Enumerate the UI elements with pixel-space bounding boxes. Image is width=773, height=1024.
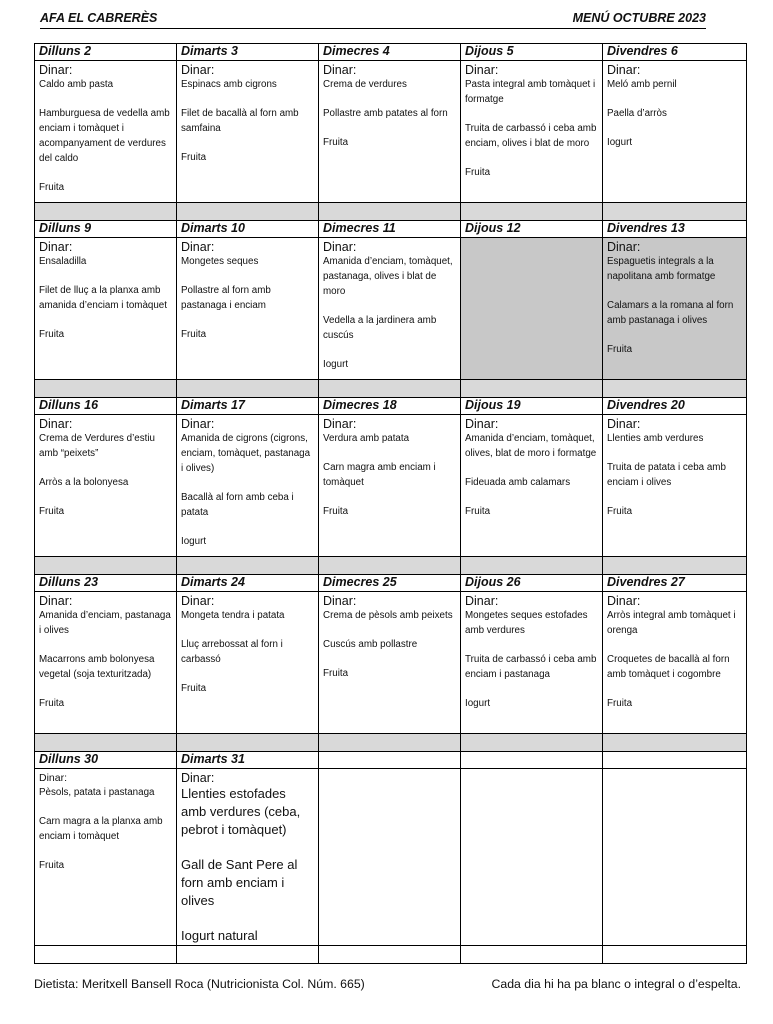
day-menu-cell <box>177 769 319 946</box>
dish-item: Fruita <box>181 683 207 694</box>
meal-label: Dinar: <box>181 771 215 785</box>
day-menu-cell <box>35 238 177 380</box>
day-title: Dilluns 2 <box>35 44 177 61</box>
dish-item: Pèsols, patata i pastanaga <box>39 787 155 798</box>
day-menu-cell <box>603 769 747 946</box>
dish-item: Arròs a la bolonyesa <box>39 477 129 488</box>
separator-cell <box>461 946 603 964</box>
separator-cell <box>35 203 177 221</box>
dish-item: Caldo amb pasta <box>39 79 114 90</box>
dish-item: Crema de Verdures d’estiu amb “peixets” <box>39 433 155 459</box>
day-title: Dimecres 4 <box>319 44 461 61</box>
dish-item: Fruita <box>39 698 65 709</box>
dish-item: Mongetes seques <box>181 256 259 267</box>
day-title: Dijous 19 <box>461 398 603 415</box>
dish-item: Llenties amb verdures <box>607 433 704 444</box>
dish-item: Espinacs amb cigrons <box>181 79 277 90</box>
dish-item: Iogurt <box>607 137 633 148</box>
day-menu-cell <box>461 415 603 557</box>
meal-label: Dinar: <box>607 63 641 77</box>
day-title: Divendres 13 <box>603 221 747 238</box>
dish-item: Fruita <box>39 182 65 193</box>
day-title: Dijous 5 <box>461 44 603 61</box>
menu-row <box>35 238 747 380</box>
day-title: Divendres 27 <box>603 575 747 592</box>
menu-row <box>35 61 747 203</box>
meal-label: Dinar: <box>39 594 73 608</box>
day-title: Dijous 26 <box>461 575 603 592</box>
dish-item: Croquetes de bacallà al forn amb tomàquet i cogombre <box>607 654 730 680</box>
meal-label: Dinar: <box>465 63 499 77</box>
meal-label: Dinar: <box>181 417 215 431</box>
separator-cell <box>319 734 461 752</box>
dish-item: Crema de verdures <box>323 79 407 90</box>
dish-item: Bacallà al forn amb ceba i patata <box>181 492 294 518</box>
dish-item: Fruita <box>607 698 633 709</box>
dish-item: Iogurt <box>323 359 349 370</box>
day-title <box>319 752 461 769</box>
dish-item: Espaguetis integrals a la napolitana amb formatge <box>607 256 716 282</box>
separator-cell <box>461 380 603 398</box>
dish-item: Fruita <box>181 152 207 163</box>
dish-item: Carn magra amb enciam i tomàquet <box>323 462 436 488</box>
day-title: Dimarts 31 <box>177 752 319 769</box>
dish-item: Crema de pèsols amb peixets <box>323 610 453 621</box>
day-menu-cell <box>461 592 603 734</box>
dish-item: Fruita <box>323 668 349 679</box>
week-separator <box>35 557 747 575</box>
day-title: Dijous 12 <box>461 221 603 238</box>
dish-item: Mongetes seques estofades amb verdures <box>465 610 588 636</box>
day-title: Divendres 6 <box>603 44 747 61</box>
separator-cell <box>177 557 319 575</box>
day-menu-cell <box>319 769 461 946</box>
separator-cell <box>603 557 747 575</box>
meal-label: Dinar: <box>39 417 73 431</box>
week-separator <box>35 734 747 752</box>
separator-cell <box>177 946 319 964</box>
dish-item: Fruita <box>465 506 491 517</box>
dish-item: Iogurt <box>465 698 491 709</box>
separator-cell <box>177 734 319 752</box>
association-name: AFA EL CABRERÈS <box>40 11 158 25</box>
dish-item: Amanida d’enciam, tomàquet, olives, blat de moro i formatge <box>465 433 597 459</box>
dish-item: Carn magra a la planxa amb enciam i tomàquet <box>39 816 163 842</box>
dish-item: Iogurt natural <box>181 928 258 943</box>
meal-label: Dinar: <box>323 240 357 254</box>
dish-item: Verdura amb patata <box>323 433 410 444</box>
dish-item: Fruita <box>323 506 349 517</box>
dish-item: Pollastre amb patates al forn <box>323 108 448 119</box>
separator-cell <box>603 734 747 752</box>
day-title: Dilluns 16 <box>35 398 177 415</box>
day-header-row <box>35 575 747 592</box>
day-header-row <box>35 752 747 769</box>
dish-item: Cuscús amb pollastre <box>323 639 418 650</box>
separator-cell <box>177 380 319 398</box>
day-menu-cell <box>319 61 461 203</box>
dish-item: Mongeta tendra i patata <box>181 610 285 621</box>
day-header-row <box>35 44 747 61</box>
day-menu-cell <box>177 415 319 557</box>
day-menu-cell <box>177 592 319 734</box>
meal-label: Dinar: <box>607 594 641 608</box>
day-title: Dimarts 24 <box>177 575 319 592</box>
dish-item: Calamars a la romana al forn amb pastanaga i olives <box>607 300 734 326</box>
dish-item: Truita de carbassó i ceba amb enciam i pastanaga <box>465 654 597 680</box>
meal-label: Dinar: <box>465 594 499 608</box>
dish-item: Filet de lluç a la planxa amb amanida d’enciam i tomàquet <box>39 285 167 311</box>
dish-item: Iogurt <box>181 536 207 547</box>
separator-cell <box>603 380 747 398</box>
meal-label: Dinar: <box>181 240 215 254</box>
dish-item: Fruita <box>181 329 207 340</box>
dish-item: Truita de carbassó i ceba amb enciam, olives i blat de moro <box>465 123 597 149</box>
day-title: Divendres 20 <box>603 398 747 415</box>
meal-label: Dinar: <box>323 63 357 77</box>
day-title: Dimecres 25 <box>319 575 461 592</box>
separator-cell <box>319 203 461 221</box>
dish-item: Lluç arrebossat al forn i carbassó <box>181 639 283 665</box>
meal-label: Dinar: <box>465 417 499 431</box>
day-menu-cell <box>35 61 177 203</box>
menu-row <box>35 415 747 557</box>
separator-cell <box>35 557 177 575</box>
day-menu-cell <box>319 238 461 380</box>
meal-label: Dinar: <box>607 417 641 431</box>
meal-label: Dinar: <box>181 594 215 608</box>
menu-table <box>34 43 747 964</box>
dish-item: Fruita <box>39 329 65 340</box>
dish-item: Arròs integral amb tomàquet i orenga <box>607 610 736 636</box>
menu-title: MENÚ OCTUBRE 2023 <box>572 11 706 25</box>
dish-item: Fideuada amb calamars <box>465 477 571 488</box>
day-title: Dilluns 23 <box>35 575 177 592</box>
week-separator <box>35 380 747 398</box>
dish-item: Fruita <box>39 506 65 517</box>
dish-item: Fruita <box>39 860 65 871</box>
day-title <box>461 752 603 769</box>
day-menu-cell <box>603 238 747 380</box>
separator-cell <box>35 946 177 964</box>
dietitian-credit: Dietista: Meritxell Bansell Roca (Nutricionista Col. Núm. 665) <box>34 977 365 991</box>
page-header <box>40 10 706 29</box>
separator-cell <box>461 557 603 575</box>
day-menu-cell <box>177 61 319 203</box>
dish-item: Ensaladilla <box>39 256 87 267</box>
menu-row <box>35 769 747 946</box>
dish-item: Filet de bacallà al forn amb samfaina <box>181 108 299 134</box>
day-title: Dilluns 9 <box>35 221 177 238</box>
week-separator <box>35 203 747 221</box>
separator-cell <box>177 203 319 221</box>
separator-cell <box>319 557 461 575</box>
meal-label: Dinar: <box>323 594 357 608</box>
dish-item: Truita de patata i ceba amb enciam i olives <box>607 462 726 488</box>
day-menu-cell <box>461 61 603 203</box>
meal-label: Dinar: <box>39 240 73 254</box>
day-menu-cell <box>35 415 177 557</box>
dish-item: Vedella a la jardinera amb cuscús <box>323 315 437 341</box>
day-menu-cell <box>603 415 747 557</box>
day-title: Dimarts 3 <box>177 44 319 61</box>
separator-cell <box>319 946 461 964</box>
day-menu-cell <box>603 592 747 734</box>
meal-label: Dinar: <box>39 63 73 77</box>
meal-label: Dinar: <box>607 240 641 254</box>
menu-row <box>35 592 747 734</box>
day-title: Dimecres 11 <box>319 221 461 238</box>
day-menu-cell <box>461 769 603 946</box>
day-title <box>603 752 747 769</box>
dish-item: Gall de Sant Pere al forn amb enciam i olives <box>181 857 298 908</box>
day-menu-cell <box>177 238 319 380</box>
dish-item: Pollastre al forn amb pastanaga i enciam <box>181 285 271 311</box>
dish-item: Hamburguesa de vedella amb enciam i tomàquet i acompanyament de verdures del caldo <box>39 108 170 164</box>
dish-item: Amanida de cigrons (cigrons, enciam, tomàquet, pastanaga i olives) <box>181 433 311 474</box>
day-menu-cell <box>319 415 461 557</box>
separator-cell <box>461 203 603 221</box>
separator-cell <box>603 203 747 221</box>
dish-item: Pasta integral amb tomàquet i formatge <box>465 79 596 105</box>
separator-cell <box>35 734 177 752</box>
day-menu-cell <box>461 238 603 380</box>
separator-cell <box>461 734 603 752</box>
dish-item: Fruita <box>465 167 491 178</box>
separator-cell <box>319 380 461 398</box>
dish-item: Amanida d’enciam, pastanaga i olives <box>39 610 171 636</box>
dish-item: Meló amb pernil <box>607 79 677 90</box>
bread-note: Cada dia hi ha pa blanc o integral o d’espelta. <box>491 977 741 991</box>
day-menu-cell <box>319 592 461 734</box>
separator-cell <box>35 380 177 398</box>
dish-item: Fruita <box>607 344 633 355</box>
day-title: Dimarts 17 <box>177 398 319 415</box>
dish-item: Macarrons amb bolonyesa vegetal (soja texturitzada) <box>39 654 155 680</box>
meal-label: Dinar: <box>39 772 68 784</box>
day-menu-cell <box>35 769 177 946</box>
day-header-row <box>35 221 747 238</box>
dish-item: Llenties estofades amb verdures (ceba, pebrot i tomàquet) <box>181 786 301 837</box>
dish-item: Amanida d’enciam, tomàquet, pastanaga, olives i blat de moro <box>323 256 453 297</box>
day-menu-cell <box>35 592 177 734</box>
dish-item: Paella d’arròs <box>607 108 667 119</box>
day-title: Dimarts 10 <box>177 221 319 238</box>
day-header-row <box>35 398 747 415</box>
week-separator <box>35 946 747 964</box>
dish-item: Fruita <box>323 137 349 148</box>
day-menu-cell <box>603 61 747 203</box>
separator-cell <box>603 946 747 964</box>
dish-item: Fruita <box>607 506 633 517</box>
meal-label: Dinar: <box>181 63 215 77</box>
day-title: Dimecres 18 <box>319 398 461 415</box>
meal-label: Dinar: <box>323 417 357 431</box>
day-title: Dilluns 30 <box>35 752 177 769</box>
